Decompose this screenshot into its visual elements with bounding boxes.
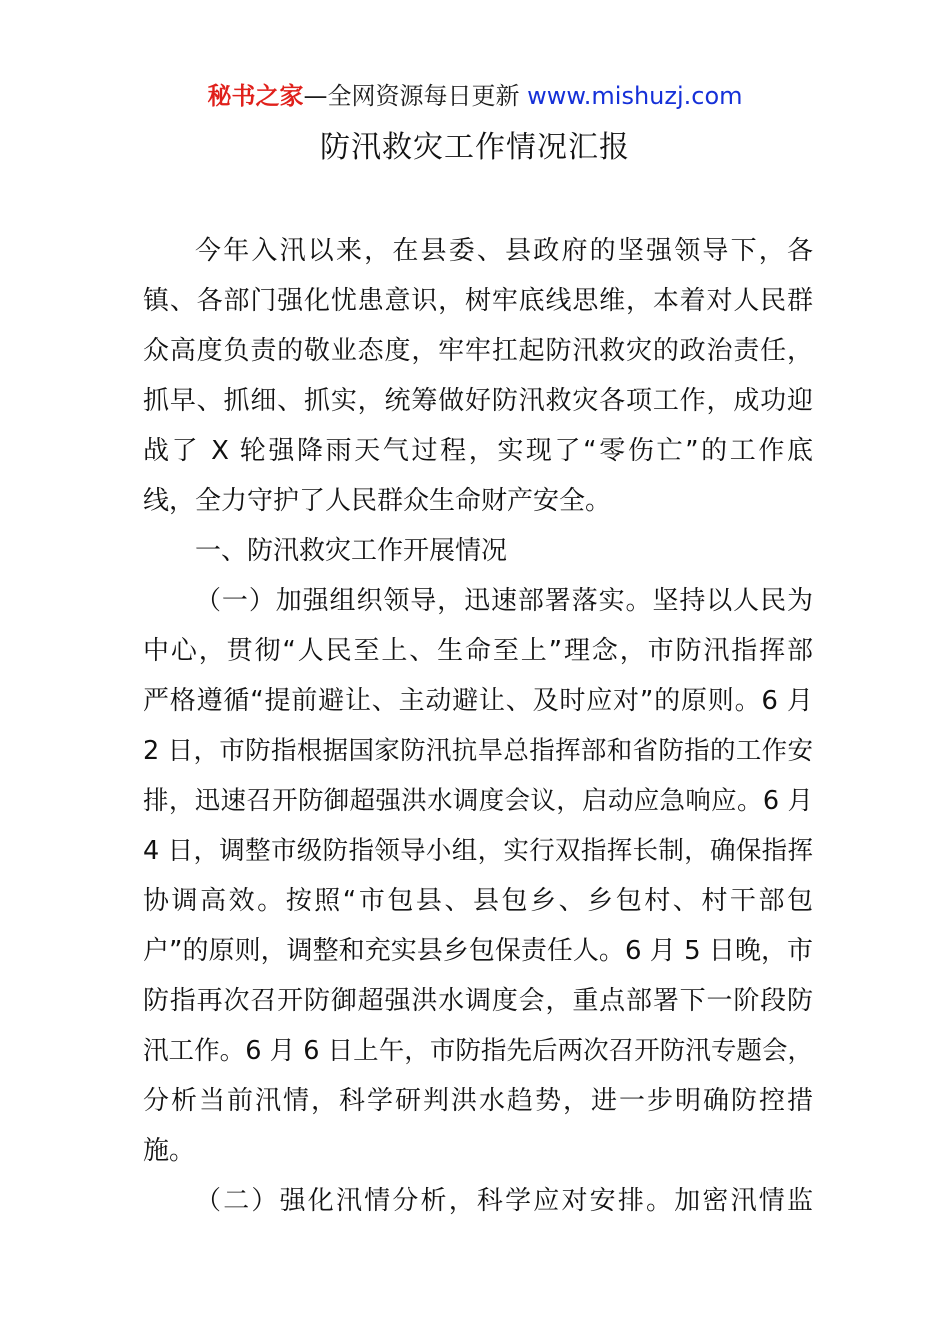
text-line: 4 日，调整市级防指领导小组，实行双指挥长制，确保指挥 xyxy=(143,836,813,866)
text-line: 众高度负责的敬业态度，牢牢扛起防汛救灾的政治责任， xyxy=(143,336,813,366)
section-heading: 一、防汛救灾工作开展情况 xyxy=(195,536,508,566)
text-line: 中心，贯彻“人民至上、生命至上”理念，市防汛指挥部 xyxy=(143,636,813,666)
text-line: 防指再次召开防御超强洪水调度会，重点部署下一阶段防 xyxy=(143,986,813,1016)
text-line: 施。 xyxy=(143,1136,196,1166)
text-line: 分析当前汛情，科学研判洪水趋势，进一步明确防控措 xyxy=(143,1086,813,1116)
text-line: （二）强化汛情分析，科学应对安排。加密汛情监 xyxy=(195,1186,813,1216)
document-body xyxy=(143,226,813,1226)
header-tagline: —全网资源每日更新 xyxy=(303,82,520,110)
text-line: 今年入汛以来，在县委、县政府的坚强领导下，各 xyxy=(195,236,813,266)
text-line: 严格遵循“提前避让、主动避让、及时应对”的原则。6 月 xyxy=(143,686,813,716)
text-line: 排，迅速召开防御超强洪水调度会议，启动应急响应。6 月 xyxy=(143,786,813,816)
document-title: 防汛救灾工作情况汇报 xyxy=(320,130,630,165)
brand-name: 秘书之家 xyxy=(207,82,304,110)
site-header xyxy=(0,80,950,112)
site-url[interactable]: www.mishuzj.com xyxy=(527,82,743,110)
text-line: 抓早、抓细、抓实，统筹做好防汛救灾各项工作，成功迎 xyxy=(143,386,813,416)
text-line: 线，全力守护了人民群众生命财产安全。 xyxy=(143,486,612,516)
text-line: （一）加强组织领导，迅速部署落实。坚持以人民为 xyxy=(195,586,813,616)
text-line: 战了 X 轮强降雨天气过程，实现了“零伤亡”的工作底 xyxy=(143,436,813,466)
text-line: 协调高效。按照“市包县、县包乡、乡包村、村干部包 xyxy=(143,886,813,916)
text-line: 户”的原则，调整和充实县乡包保责任人。6 月 5 日晚，市 xyxy=(143,936,813,966)
text-line: 汛工作。6 月 6 日上午，市防指先后两次召开防汛专题会， xyxy=(143,1036,813,1066)
text-line: 镇、各部门强化忧患意识，树牢底线思维，本着对人民群 xyxy=(143,286,813,316)
text-line: 2 日，市防指根据国家防汛抗旱总指挥部和省防指的工作安 xyxy=(143,736,813,766)
